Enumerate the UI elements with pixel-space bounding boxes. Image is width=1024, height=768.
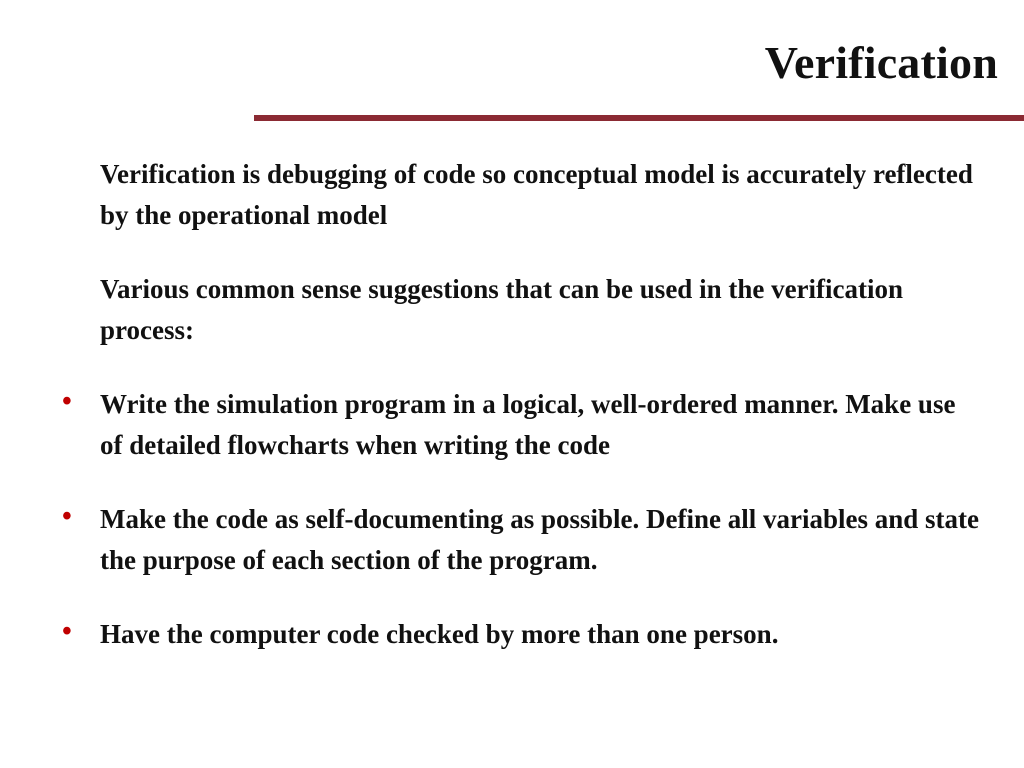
bullet-item-write-program: [62, 384, 980, 466]
title-divider: [254, 115, 1024, 121]
slide-title: Verification: [764, 37, 998, 88]
slide-body: [0, 154, 1024, 688]
paragraph-definition: Verification is debugging of code so conceptual model is accurately reflected by the operational model: [100, 159, 973, 230]
bullet-item-code-review: [62, 614, 980, 655]
bullet-text: Make the code as self-documenting as possible. Define all variables and state the purpose of each section of the program.: [100, 504, 979, 575]
bullet-item-self-documenting: [62, 499, 980, 581]
paragraph-suggestions-intro: Various common sense suggestions that can be used in the verification process:: [100, 274, 904, 345]
bullet-text: Write the simulation program in a logical, well-ordered manner. Make use of detailed flowcharts when writing the code: [100, 389, 956, 460]
bullet-dot-icon: •: [62, 386, 72, 417]
bullet-dot-icon: •: [62, 616, 72, 647]
bullet-text: Have the computer code checked by more than one person.: [100, 619, 779, 649]
bullet-dot-icon: •: [62, 501, 72, 532]
